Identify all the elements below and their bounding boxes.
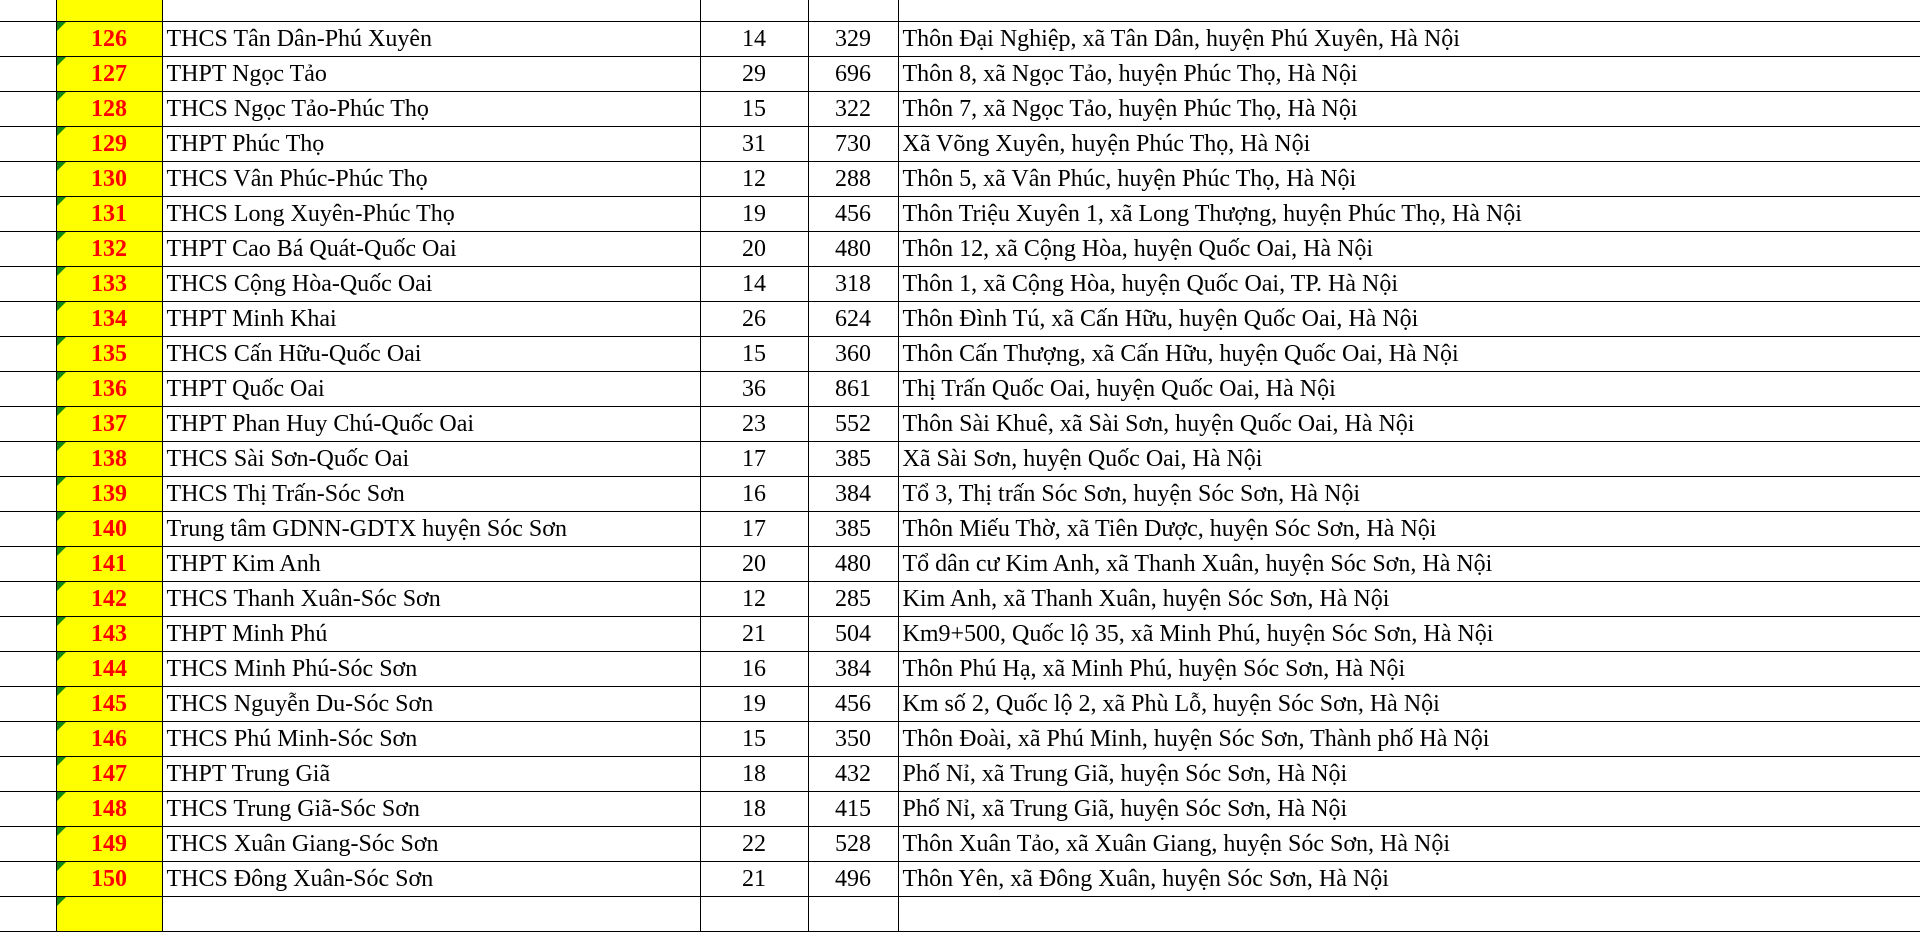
address-cell[interactable]: Thôn Miếu Thờ, xã Tiên Dược, huyện Sóc Sơn, Hà Nội [898,512,1920,547]
student-count-cell[interactable]: 456 [808,687,898,722]
table-row [0,337,1920,372]
school-name-cell[interactable]: Trung tâm GDNN-GDTX huyện Sóc Sơn [162,512,700,547]
school-name-cell[interactable]: THPT Cao Bá Quát-Quốc Oai [162,232,700,267]
student-count-cell[interactable]: 528 [808,827,898,862]
row-gutter-cell[interactable] [0,407,56,442]
row-gutter-cell[interactable] [0,267,56,302]
row-number-cell[interactable]: 135 [56,337,162,372]
school-name-cell[interactable]: THCS Nguyễn Du-Sóc Sơn [162,687,700,722]
class-count-cell[interactable]: 12 [700,162,808,197]
address-cell[interactable]: Thôn Sài Khuê, xã Sài Sơn, huyện Quốc Oai, Hà Nội [898,407,1920,442]
school-name-cell[interactable]: THPT Minh Phú [162,617,700,652]
school-name-cell[interactable]: THCS Long Xuyên-Phúc Thọ [162,197,700,232]
row-number-cell[interactable]: 133 [56,267,162,302]
row-gutter-cell[interactable] [0,442,56,477]
class-count-cell[interactable]: 12 [700,582,808,617]
row-number-cell[interactable]: 127 [56,57,162,92]
row-number-cell[interactable]: 150 [56,862,162,897]
row-gutter-cell[interactable] [0,757,56,792]
table-row [0,582,1920,617]
row-gutter-cell[interactable] [0,372,56,407]
address-cell[interactable]: Xã Sài Sơn, huyện Quốc Oai, Hà Nội [898,442,1920,477]
school-name-cell[interactable] [162,0,700,22]
class-count-cell[interactable]: 36 [700,372,808,407]
address-cell[interactable]: Thôn Đoài, xã Phú Minh, huyện Sóc Sơn, Thành phố Hà Nội [898,722,1920,757]
table-row [0,722,1920,757]
row-number-cell[interactable]: 130 [56,162,162,197]
class-count-cell[interactable]: 26 [700,302,808,337]
class-count-cell[interactable]: 31 [700,127,808,162]
school-name-cell[interactable]: THCS Thị Trấn-Sóc Sơn [162,477,700,512]
student-count-cell[interactable]: 624 [808,302,898,337]
row-gutter-cell[interactable] [0,92,56,127]
address-cell[interactable]: Thôn Xuân Tảo, xã Xuân Giang, huyện Sóc Sơn, Hà Nội [898,827,1920,862]
class-count-cell[interactable]: 15 [700,92,808,127]
row-number-cell[interactable]: 147 [56,757,162,792]
class-count-cell[interactable]: 15 [700,722,808,757]
row-number-cell[interactable]: 142 [56,582,162,617]
class-count-cell[interactable]: 14 [700,22,808,57]
student-count-cell[interactable]: 329 [808,22,898,57]
school-name-cell[interactable]: THCS Vân Phúc-Phúc Thọ [162,162,700,197]
row-gutter-cell[interactable] [0,477,56,512]
table-row [0,267,1920,302]
class-count-cell[interactable]: 18 [700,757,808,792]
class-count-cell[interactable]: 29 [700,57,808,92]
student-count-cell[interactable]: 504 [808,617,898,652]
row-gutter-cell[interactable] [0,652,56,687]
table-row [0,687,1920,722]
table-row [0,372,1920,407]
row-number-cell[interactable]: 149 [56,827,162,862]
address-cell[interactable]: Thôn Phú Hạ, xã Minh Phú, huyện Sóc Sơn, Hà Nội [898,652,1920,687]
row-number-cell[interactable]: 141 [56,547,162,582]
student-count-cell[interactable]: 385 [808,512,898,547]
row-gutter-cell[interactable] [0,22,56,57]
class-count-cell[interactable]: 18 [700,792,808,827]
school-name-cell[interactable] [162,897,700,932]
table-row [0,92,1920,127]
class-count-cell[interactable]: 19 [700,197,808,232]
row-number-cell[interactable]: 148 [56,792,162,827]
school-name-cell[interactable]: THCS Ngọc Tảo-Phúc Thọ [162,92,700,127]
school-name-cell[interactable]: THCS Xuân Giang-Sóc Sơn [162,827,700,862]
student-count-cell[interactable]: 322 [808,92,898,127]
table-row [0,792,1920,827]
school-name-cell[interactable]: THPT Trung Giã [162,757,700,792]
row-gutter-cell[interactable] [0,827,56,862]
class-count-cell[interactable]: 21 [700,617,808,652]
row-number-cell[interactable]: 131 [56,197,162,232]
address-cell[interactable]: Phố Nỉ, xã Trung Giã, huyện Sóc Sơn, Hà Nội [898,757,1920,792]
school-name-cell[interactable]: THCS Trung Giã-Sóc Sơn [162,792,700,827]
address-cell[interactable]: Kim Anh, xã Thanh Xuân, huyện Sóc Sơn, Hà Nội [898,582,1920,617]
row-gutter-cell[interactable] [0,302,56,337]
school-name-cell[interactable]: THCS Phú Minh-Sóc Sơn [162,722,700,757]
class-count-cell[interactable]: 17 [700,442,808,477]
row-number-cell[interactable]: 140 [56,512,162,547]
class-count-cell[interactable]: 19 [700,687,808,722]
address-cell[interactable]: Xã Võng Xuyên, huyện Phúc Thọ, Hà Nội [898,127,1920,162]
table-row [0,162,1920,197]
row-gutter-cell[interactable] [0,232,56,267]
class-count-cell[interactable]: 23 [700,407,808,442]
student-count-cell[interactable]: 285 [808,582,898,617]
address-cell[interactable]: Thôn Đình Tú, xã Cấn Hữu, huyện Quốc Oai, Hà Nội [898,302,1920,337]
class-count-cell[interactable] [700,0,808,22]
row-gutter-cell[interactable] [0,687,56,722]
table-row [0,827,1920,862]
table-row [0,22,1920,57]
table-row [0,862,1920,897]
student-count-cell[interactable]: 496 [808,862,898,897]
row-number-cell[interactable]: 143 [56,617,162,652]
student-count-cell[interactable]: 480 [808,547,898,582]
row-gutter-cell[interactable] [0,512,56,547]
row-gutter-cell[interactable] [0,897,56,932]
student-count-cell[interactable]: 360 [808,337,898,372]
row-number-cell[interactable]: 134 [56,302,162,337]
student-count-cell[interactable]: 350 [808,722,898,757]
student-count-cell[interactable]: 552 [808,407,898,442]
row-number-cell[interactable]: 128 [56,92,162,127]
class-count-cell[interactable] [700,897,808,932]
class-count-cell[interactable]: 16 [700,477,808,512]
school-name-cell[interactable]: THPT Phúc Thọ [162,127,700,162]
class-count-cell[interactable]: 16 [700,652,808,687]
table-row [0,652,1920,687]
address-cell[interactable]: Km số 2, Quốc lộ 2, xã Phù Lỗ, huyện Sóc Sơn, Hà Nội [898,687,1920,722]
student-count-cell[interactable]: 696 [808,57,898,92]
table-row [0,617,1920,652]
address-cell[interactable] [898,897,1920,932]
student-count-cell[interactable]: 456 [808,197,898,232]
student-count-cell[interactable]: 730 [808,127,898,162]
row-gutter-cell[interactable] [0,722,56,757]
table-row [0,512,1920,547]
table-row [0,302,1920,337]
student-count-cell[interactable]: 415 [808,792,898,827]
school-name-cell[interactable]: THCS Đông Xuân-Sóc Sơn [162,862,700,897]
school-name-cell[interactable]: THCS Thanh Xuân-Sóc Sơn [162,582,700,617]
address-cell[interactable]: Km9+500, Quốc lộ 35, xã Minh Phú, huyện Sóc Sơn, Hà Nội [898,617,1920,652]
table-row [0,407,1920,442]
row-number-cell[interactable]: 144 [56,652,162,687]
class-count-cell[interactable]: 15 [700,337,808,372]
row-gutter-cell[interactable] [0,197,56,232]
row-number-cell[interactable] [56,897,162,932]
student-count-cell[interactable]: 318 [808,267,898,302]
school-name-cell[interactable]: THPT Quốc Oai [162,372,700,407]
class-count-cell[interactable]: 20 [700,232,808,267]
address-cell[interactable]: Thôn Yên, xã Đông Xuân, huyện Sóc Sơn, Hà Nội [898,862,1920,897]
table-row [0,57,1920,92]
school-name-cell[interactable]: THCS Tân Dân-Phú Xuyên [162,22,700,57]
address-cell[interactable] [898,0,1920,22]
row-number-cell[interactable]: 132 [56,232,162,267]
row-gutter-cell[interactable] [0,792,56,827]
row-gutter-cell[interactable] [0,162,56,197]
row-number-cell[interactable]: 139 [56,477,162,512]
table-row [0,477,1920,512]
table-row [0,897,1920,932]
row-number-cell[interactable]: 145 [56,687,162,722]
address-cell[interactable]: Thôn Triệu Xuyên 1, xã Long Thượng, huyện Phúc Thọ, Hà Nội [898,197,1920,232]
row-gutter-cell[interactable] [0,127,56,162]
school-name-cell[interactable]: THPT Ngọc Tảo [162,57,700,92]
address-cell[interactable]: Thôn 5, xã Vân Phúc, huyện Phúc Thọ, Hà Nội [898,162,1920,197]
row-number-cell[interactable]: 137 [56,407,162,442]
class-count-cell[interactable]: 14 [700,267,808,302]
student-count-cell[interactable] [808,0,898,22]
table-row [0,547,1920,582]
school-name-cell[interactable]: THCS Cộng Hòa-Quốc Oai [162,267,700,302]
student-count-cell[interactable]: 384 [808,652,898,687]
table-row [0,757,1920,792]
school-name-cell[interactable]: THPT Minh Khai [162,302,700,337]
student-count-cell[interactable]: 288 [808,162,898,197]
row-number-cell[interactable]: 136 [56,372,162,407]
class-count-cell[interactable]: 17 [700,512,808,547]
address-cell[interactable]: Thôn 1, xã Cộng Hòa, huyện Quốc Oai, TP. Hà Nội [898,267,1920,302]
table-row [0,442,1920,477]
student-count-cell[interactable]: 861 [808,372,898,407]
address-cell[interactable]: Thôn Cấn Thượng, xã Cấn Hữu, huyện Quốc Oai, Hà Nội [898,337,1920,372]
address-cell[interactable]: Tổ 3, Thị trấn Sóc Sơn, huyện Sóc Sơn, Hà Nội [898,477,1920,512]
class-count-cell[interactable]: 20 [700,547,808,582]
address-cell[interactable]: Thôn 8, xã Ngọc Tảo, huyện Phúc Thọ, Hà Nội [898,57,1920,92]
row-gutter-cell[interactable] [0,547,56,582]
row-gutter-cell[interactable] [0,582,56,617]
student-count-cell[interactable]: 432 [808,757,898,792]
address-cell[interactable]: Thị Trấn Quốc Oai, huyện Quốc Oai, Hà Nội [898,372,1920,407]
row-number-cell[interactable]: 146 [56,722,162,757]
row-number-cell[interactable]: 126 [56,22,162,57]
table-row [0,0,1920,22]
row-number-cell[interactable]: 138 [56,442,162,477]
address-cell[interactable]: Thôn 7, xã Ngọc Tảo, huyện Phúc Thọ, Hà Nội [898,92,1920,127]
school-name-cell[interactable]: THCS Cấn Hữu-Quốc Oai [162,337,700,372]
school-name-cell[interactable]: THPT Kim Anh [162,547,700,582]
row-number-cell[interactable] [56,0,162,22]
class-count-cell[interactable]: 22 [700,827,808,862]
row-gutter-cell[interactable] [0,0,56,22]
table-row [0,127,1920,162]
student-count-cell[interactable] [808,897,898,932]
class-count-cell[interactable]: 21 [700,862,808,897]
row-gutter-cell[interactable] [0,337,56,372]
school-name-cell[interactable]: THCS Sài Sơn-Quốc Oai [162,442,700,477]
row-gutter-cell[interactable] [0,57,56,92]
row-gutter-cell[interactable] [0,862,56,897]
student-count-cell[interactable]: 385 [808,442,898,477]
address-cell[interactable]: Tổ dân cư Kim Anh, xã Thanh Xuân, huyện Sóc Sơn, Hà Nội [898,547,1920,582]
address-cell[interactable]: Phố Nỉ, xã Trung Giã, huyện Sóc Sơn, Hà Nội [898,792,1920,827]
student-count-cell[interactable]: 480 [808,232,898,267]
address-cell[interactable]: Thôn Đại Nghiệp, xã Tân Dân, huyện Phú Xuyên, Hà Nội [898,22,1920,57]
row-number-cell[interactable]: 129 [56,127,162,162]
row-gutter-cell[interactable] [0,617,56,652]
student-count-cell[interactable]: 384 [808,477,898,512]
school-name-cell[interactable]: THPT Phan Huy Chú-Quốc Oai [162,407,700,442]
table-row [0,197,1920,232]
address-cell[interactable]: Thôn 12, xã Cộng Hòa, huyện Quốc Oai, Hà Nội [898,232,1920,267]
table-row [0,232,1920,267]
school-name-cell[interactable]: THCS Minh Phú-Sóc Sơn [162,652,700,687]
